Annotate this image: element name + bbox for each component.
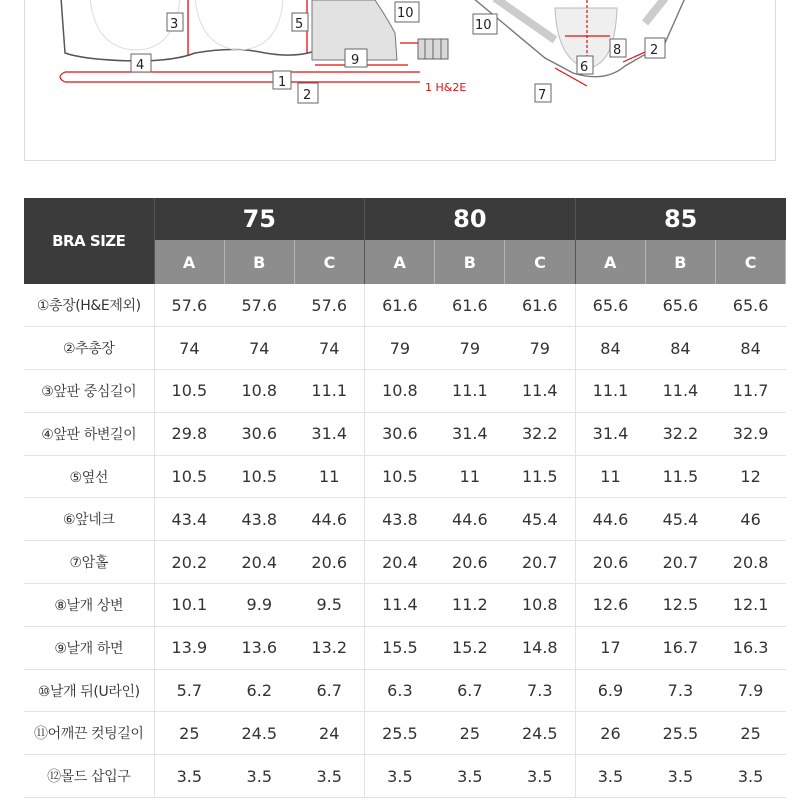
band-header-85: 85 bbox=[575, 198, 786, 240]
table-cell: 20.6 bbox=[575, 541, 645, 584]
table-cell: 20.7 bbox=[505, 541, 575, 584]
marker-9 bbox=[345, 49, 367, 68]
row-label: ⑤옆선 bbox=[24, 455, 154, 498]
table-row bbox=[24, 669, 786, 712]
table-cell: 11.5 bbox=[645, 455, 715, 498]
svg-text:7: 7 bbox=[538, 88, 547, 103]
cup-header: C bbox=[505, 240, 575, 284]
table-cell: 6.9 bbox=[575, 669, 645, 712]
marker-6 bbox=[577, 56, 593, 75]
table-row bbox=[24, 327, 786, 370]
table-cell: 20.7 bbox=[645, 541, 715, 584]
table-cell: 15.2 bbox=[435, 626, 505, 669]
table-cell: 20.6 bbox=[435, 541, 505, 584]
table-row bbox=[24, 412, 786, 455]
table-cell: 10.8 bbox=[505, 584, 575, 627]
table-cell: 65.6 bbox=[716, 284, 786, 327]
table-cell: 32.2 bbox=[505, 412, 575, 455]
svg-text:8: 8 bbox=[613, 43, 622, 58]
cup-right bbox=[195, 0, 283, 50]
table-cell: 46 bbox=[716, 498, 786, 541]
row-label: ①총장(H&E제외) bbox=[24, 284, 154, 327]
table-cell: 11 bbox=[435, 455, 505, 498]
measurement-diagram bbox=[24, 0, 776, 161]
table-row bbox=[24, 370, 786, 413]
svg-text:3: 3 bbox=[170, 17, 179, 32]
table-cell: 17 bbox=[575, 626, 645, 669]
table-cell: 3.5 bbox=[716, 755, 786, 798]
table-row bbox=[24, 712, 786, 755]
table-cell: 10.5 bbox=[154, 455, 224, 498]
row-label: ⑦암홀 bbox=[24, 541, 154, 584]
table-cell: 3.5 bbox=[645, 755, 715, 798]
table-cell: 65.6 bbox=[575, 284, 645, 327]
table-cell: 31.4 bbox=[294, 412, 364, 455]
table-cell: 11.1 bbox=[294, 370, 364, 413]
cup-header: A bbox=[575, 240, 645, 284]
cup-header: C bbox=[716, 240, 786, 284]
band-header-75: 75 bbox=[154, 198, 365, 240]
table-row bbox=[24, 498, 786, 541]
table-cell: 5.7 bbox=[154, 669, 224, 712]
marker-1 bbox=[273, 71, 291, 90]
bra-measurement-illustration bbox=[25, 0, 777, 161]
row-label: ②추총장 bbox=[24, 327, 154, 370]
table-cell: 12.6 bbox=[575, 584, 645, 627]
table-cell: 11.1 bbox=[575, 370, 645, 413]
row-label: ④앞판 하변길이 bbox=[24, 412, 154, 455]
marker-2-back bbox=[645, 38, 665, 58]
table-cell: 11.4 bbox=[645, 370, 715, 413]
table-cell: 11.1 bbox=[435, 370, 505, 413]
marker-7 bbox=[535, 84, 551, 103]
cup-header: B bbox=[435, 240, 505, 284]
row-label: ⑨날개 하면 bbox=[24, 626, 154, 669]
table-cell: 74 bbox=[154, 327, 224, 370]
table-row bbox=[24, 626, 786, 669]
table-cell: 65.6 bbox=[645, 284, 715, 327]
cup-header: A bbox=[154, 240, 224, 284]
table-cell: 31.4 bbox=[575, 412, 645, 455]
table-cell: 11 bbox=[575, 455, 645, 498]
table-cell: 10.5 bbox=[154, 370, 224, 413]
size-table bbox=[24, 198, 786, 798]
table-cell: 20.2 bbox=[154, 541, 224, 584]
table-cell: 24.5 bbox=[505, 712, 575, 755]
table-cell: 20.4 bbox=[224, 541, 294, 584]
table-cell: 32.2 bbox=[645, 412, 715, 455]
row-label: ⑫몰드 삽입구 bbox=[24, 755, 154, 798]
table-cell: 6.3 bbox=[365, 669, 435, 712]
table-cell: 25 bbox=[716, 712, 786, 755]
svg-text:5: 5 bbox=[295, 17, 304, 32]
svg-text:2: 2 bbox=[650, 43, 659, 58]
svg-text:2: 2 bbox=[303, 88, 312, 103]
table-cell: 79 bbox=[365, 327, 435, 370]
table-cell: 57.6 bbox=[224, 284, 294, 327]
table-cell: 20.8 bbox=[716, 541, 786, 584]
svg-text:1: 1 bbox=[278, 75, 287, 90]
table-cell: 10.8 bbox=[224, 370, 294, 413]
table-cell: 61.6 bbox=[505, 284, 575, 327]
table-cell: 6.7 bbox=[294, 669, 364, 712]
table-cell: 7.9 bbox=[716, 669, 786, 712]
marker-4 bbox=[131, 54, 151, 73]
table-cell: 6.2 bbox=[224, 669, 294, 712]
table-row bbox=[24, 755, 786, 798]
table-cell: 10.5 bbox=[224, 455, 294, 498]
table-cell: 9.9 bbox=[224, 584, 294, 627]
table-cell: 30.6 bbox=[365, 412, 435, 455]
table-cell: 16.7 bbox=[645, 626, 715, 669]
table-cell: 79 bbox=[435, 327, 505, 370]
table-cell: 12.5 bbox=[645, 584, 715, 627]
table-cell: 84 bbox=[575, 327, 645, 370]
table-cell: 30.6 bbox=[224, 412, 294, 455]
table-cell: 12 bbox=[716, 455, 786, 498]
svg-text:4: 4 bbox=[136, 58, 145, 73]
table-cell: 11.4 bbox=[365, 584, 435, 627]
table-cell: 3.5 bbox=[224, 755, 294, 798]
table-cell: 25.5 bbox=[365, 712, 435, 755]
table-cell: 6.7 bbox=[435, 669, 505, 712]
marker-5 bbox=[292, 13, 308, 32]
hook-eye-label: 1 H&2E bbox=[425, 81, 467, 94]
table-cell: 61.6 bbox=[435, 284, 505, 327]
table-cell: 26 bbox=[575, 712, 645, 755]
table-cell: 57.6 bbox=[294, 284, 364, 327]
table-cell: 44.6 bbox=[294, 498, 364, 541]
table-row bbox=[24, 284, 786, 327]
table-body bbox=[24, 284, 786, 798]
table-cell: 3.5 bbox=[575, 755, 645, 798]
table-cell: 24 bbox=[294, 712, 364, 755]
marker-2 bbox=[298, 83, 318, 103]
cup-header: A bbox=[365, 240, 435, 284]
table-cell: 16.3 bbox=[716, 626, 786, 669]
row-label: ⑧날개 상변 bbox=[24, 584, 154, 627]
table-cell: 25 bbox=[154, 712, 224, 755]
row-label: ⑩날개 뒤(U라인) bbox=[24, 669, 154, 712]
table-cell: 84 bbox=[645, 327, 715, 370]
table-cell: 7.3 bbox=[645, 669, 715, 712]
table-cell: 20.4 bbox=[365, 541, 435, 584]
table-cell: 79 bbox=[505, 327, 575, 370]
table-cell: 13.9 bbox=[154, 626, 224, 669]
table-cell: 20.6 bbox=[294, 541, 364, 584]
table-cell: 31.4 bbox=[435, 412, 505, 455]
table-cell: 43.8 bbox=[365, 498, 435, 541]
table-cell: 24.5 bbox=[224, 712, 294, 755]
table-cell: 10.8 bbox=[365, 370, 435, 413]
band-header-80: 80 bbox=[365, 198, 576, 240]
table-cell: 57.6 bbox=[154, 284, 224, 327]
table-cell: 43.8 bbox=[224, 498, 294, 541]
table-cell: 14.8 bbox=[505, 626, 575, 669]
table-cell: 13.6 bbox=[224, 626, 294, 669]
cup-header: B bbox=[224, 240, 294, 284]
marker-10 bbox=[395, 2, 419, 22]
cup-header: B bbox=[645, 240, 715, 284]
table-cell: 11.7 bbox=[716, 370, 786, 413]
cup-header: C bbox=[294, 240, 364, 284]
table-cell: 44.6 bbox=[435, 498, 505, 541]
table-cell: 11.2 bbox=[435, 584, 505, 627]
table-cell: 3.5 bbox=[435, 755, 505, 798]
table-cell: 43.4 bbox=[154, 498, 224, 541]
table-cell: 74 bbox=[224, 327, 294, 370]
table-cell: 9.5 bbox=[294, 584, 364, 627]
table-cell: 7.3 bbox=[505, 669, 575, 712]
table-cell: 61.6 bbox=[365, 284, 435, 327]
table-cell: 12.1 bbox=[716, 584, 786, 627]
table-cell: 25 bbox=[435, 712, 505, 755]
table-cell: 10.5 bbox=[365, 455, 435, 498]
table-cell: 25.5 bbox=[645, 712, 715, 755]
table-cell: 45.4 bbox=[645, 498, 715, 541]
table-cell: 84 bbox=[716, 327, 786, 370]
row-label: ⑪어깨끈 컷팅길이 bbox=[24, 712, 154, 755]
table-cell: 11.4 bbox=[505, 370, 575, 413]
marker-8 bbox=[610, 39, 626, 58]
svg-text:9: 9 bbox=[351, 53, 360, 68]
table-cell: 29.8 bbox=[154, 412, 224, 455]
table-row bbox=[24, 584, 786, 627]
table-cell: 13.2 bbox=[294, 626, 364, 669]
table-cell: 3.5 bbox=[294, 755, 364, 798]
svg-text:6: 6 bbox=[580, 60, 589, 75]
table-cell: 10.1 bbox=[154, 584, 224, 627]
table-cell: 32.9 bbox=[716, 412, 786, 455]
table-row bbox=[24, 541, 786, 584]
table-row bbox=[24, 455, 786, 498]
svg-text:10: 10 bbox=[397, 6, 414, 21]
table-cell: 3.5 bbox=[154, 755, 224, 798]
table-cell: 11 bbox=[294, 455, 364, 498]
marker-3 bbox=[167, 13, 183, 32]
table-cell: 3.5 bbox=[505, 755, 575, 798]
row-label: ⑥앞네크 bbox=[24, 498, 154, 541]
table-cell: 45.4 bbox=[505, 498, 575, 541]
table-cell: 3.5 bbox=[365, 755, 435, 798]
marker-10-back bbox=[473, 14, 497, 34]
svg-text:10: 10 bbox=[475, 18, 492, 33]
table-title: BRA SIZE bbox=[24, 198, 154, 284]
row-label: ③앞판 중심길이 bbox=[24, 370, 154, 413]
table-cell: 44.6 bbox=[575, 498, 645, 541]
table-cell: 15.5 bbox=[365, 626, 435, 669]
table-cell: 74 bbox=[294, 327, 364, 370]
table-cell: 11.5 bbox=[505, 455, 575, 498]
